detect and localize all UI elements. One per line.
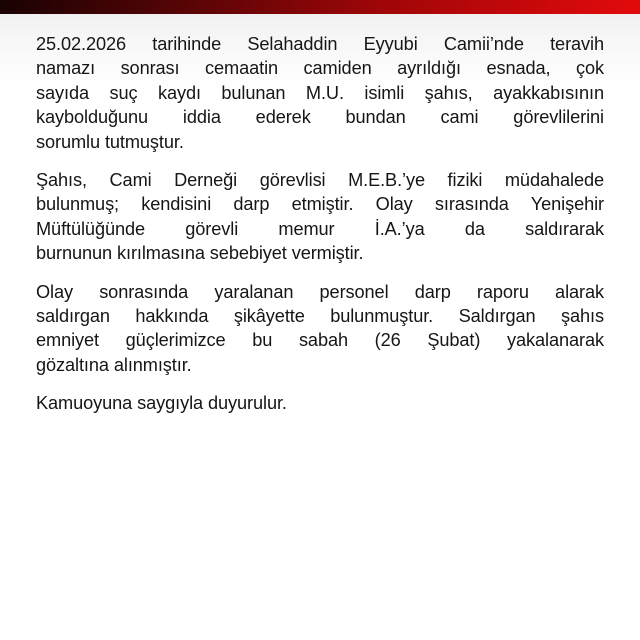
text-line: sorumlu tutmuştur. [36,131,184,152]
text-line: 25.02.2026 tarihinde Selahaddin Eyyubi Camii’nde teravih [36,34,604,54]
text-line: namazı sonrası cemaatin camiden ayrıldığı esnada, çok [36,58,604,79]
statement-body [36,32,604,429]
text-line: saldırgan hakkında şikâyette bulunmuştur. Saldırgan şahıs [36,305,604,326]
top-accent-bar [0,0,640,14]
paragraph-closing [36,391,604,415]
paragraph-arrest [36,280,604,378]
text-line: bulunmuş; kendisini darp etmiştir. Olay sırasında Yenişehir [36,194,604,215]
text-line: kaybolduğunu iddia ederek bundan cami görevlilerini [36,107,604,128]
text-line: Kamuoyuna saygıyla duyurulur. [36,393,287,414]
text-line: Şahıs, Cami Derneği görevlisi M.E.B.’ye fiziki müdahalede [36,169,604,190]
text-line: gözaltına alınmıştır. [36,354,192,375]
text-line: emniyet güçlerimizce bu sabah (26 Şubat) yakalanarak [36,330,604,351]
text-line: sayıda suç kaydı bulunan M.U. isimli şahıs, ayakkabısının [36,82,604,103]
paragraph-incident [36,32,604,154]
text-line: burnunun kırılmasına sebebiyet vermiştir. [36,243,364,264]
text-line: Müftülüğünde görevli memur İ.A.’ya da saldırarak [36,218,604,239]
paragraph-assault [36,168,604,266]
text-line: Olay sonrasında yaralanan personel darp raporu alarak [36,281,604,302]
